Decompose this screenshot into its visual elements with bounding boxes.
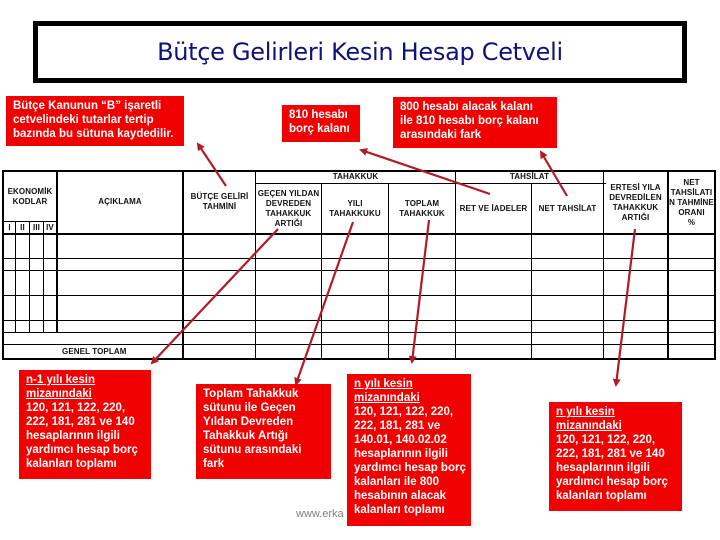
header-butce-geliri-tahmini: BÜTÇE GELİRİ TAHMİNİ [190,191,249,211]
header-kod-I: I [8,222,11,232]
header-ret-ve-iadeler: RET VE İADELER [459,203,528,213]
header-aciklama: AÇIKLAMA [98,196,142,206]
slide-title: Bütçe Gelirleri Kesin Hesap Cetveli [157,38,563,66]
header-toplam-tahakkuk: TOPLAM TAHAKKUK [399,198,445,218]
slide-title-box [33,21,687,83]
callout-800-810-fark: 800 hesabı alacak kalanı ile 810 hesabı borç kalanı arasındaki fark [393,97,557,148]
callout-n-yili-mizan-800: n yılı kesin mizanındaki 120, 121, 122, 220, 222, 181, 281 ve 140.01, 140.02.02 hesaplarının ilgili yardımcı hesap borç kalanları ile 800 hesabının alacak kalanları toplamı [347,374,471,526]
header-kod-IV: IV [46,222,54,232]
callout-toplam-tahakkuk-fark: Toplam Tahakkuk sütunu ile Geçen Yıldan Devreden Tahakkuk Artığı sütunu arasındaki fark [196,384,331,479]
callout-n1-yili-mizan: n-1 yılı kesin mizanındaki 120, 121, 122, 220, 222, 181, 281 ve 140 hesaplarının ilgili yardımcı hesap borç kalanları toplamı [19,370,151,479]
genel-toplam-label: GENEL TOPLAM [62,346,127,356]
kesin-hesap-table [2,170,716,360]
header-kod-II: II [20,222,25,232]
header-kod-III: III [33,222,40,232]
callout-butce-kanunu: Bütçe Kanunun “B” işaretli cetvelindeki tutarlar tertip bazında bu sütuna kaydedilir. [6,96,184,146]
header-ertesi-yila-devredilen: ERTESİ YILA DEVREDİLEN TAHAKKUK ARTIĞI [609,182,662,222]
header-gecen-yildan-devreden: GEÇEN YILDAN DEVREDEN TAHAKKUK ARTIĞI [257,188,320,228]
header-net-tahsilatin-tahmine-orani: NET TAHSİLATI N TAHMİNE ORANI % [669,177,714,227]
callout-n-yili-mizan: n yılı kesin mizanındaki 120, 121, 122, 220, 222, 181, 281 ve 140 hesaplarının ilgili yardımcı hesap borç kalanları toplamı [549,402,682,511]
header-yili-tahakkuku: YILI TAHAKKUKU [329,198,381,218]
header-net-tahsilat: NET TAHSİLAT [538,203,597,213]
header-tahakkuk-group: TAHAKKUK [332,172,379,181]
header-tahsilat-group: TAHSİLAT [509,172,550,181]
header-ekonomik-kodlar: EKONOMİK KODLAR [7,187,53,206]
callout-810-borc: 810 hesabı borç kalanı [282,105,360,142]
footer-url: www.erka [296,508,344,520]
